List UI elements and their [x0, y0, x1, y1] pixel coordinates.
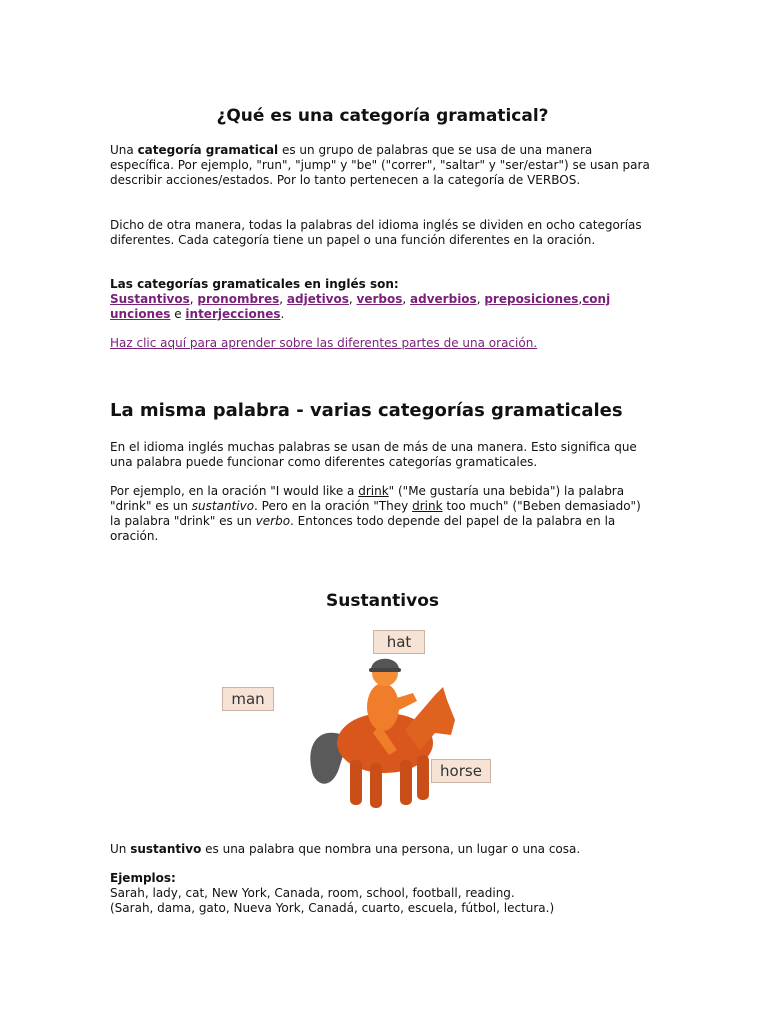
- text: En el idioma inglés muchas palabras se usan de más de una manera. Esto significa que una palabra puede funcionar como diferentes categorías gramaticales.: [110, 440, 637, 469]
- text: Dicho de otra manera, todas la palabras del idioma inglés se dividen en ocho categorías diferentes. Cada categoría tiene un papel o una función diferentes en la oración.: [110, 218, 642, 247]
- period: .: [280, 307, 285, 321]
- text: Una: [110, 143, 138, 157]
- separator: ,: [279, 292, 287, 306]
- categories-list: Las categorías gramaticales en inglés son: Sustantivos, pronombres, adjetivos, verbos, adverbios, preposiciones,conj unciones e interjecciones.: [110, 277, 611, 321]
- title-misma-palabra: La misma palabra - varias categorías gramaticales: [110, 400, 623, 421]
- paragraph-eight-categories: [110, 218, 655, 248]
- horse-leg: [370, 763, 382, 808]
- bold-term: sustantivo: [130, 842, 202, 856]
- text: es un grupo de palabras que se usa de una manera específica. Por ejemplo, "run", "jump" y "be" ("correr", "saltar" y "ser/estar") se usan para describir acciones/estados. Por lo tanto pertenecen a la categoría de VERBOS.: [110, 143, 650, 187]
- examples-spanish: (Sarah, dama, gato, Nueva York, Canadá, cuarto, escuela, fútbol, lectura.): [110, 901, 555, 915]
- examples-block: [110, 871, 655, 916]
- text: . Pero en la oración "They: [254, 499, 413, 513]
- underlined-word: drink: [358, 484, 389, 498]
- text: es una palabra que nombra una persona, un lugar o una cosa.: [201, 842, 581, 856]
- link-conjunciones[interactable]: conj unciones: [110, 292, 611, 321]
- horse-leg: [417, 755, 429, 800]
- horse-leg: [400, 760, 412, 805]
- hat-brim: [369, 668, 401, 672]
- label-horse: horse: [431, 759, 491, 783]
- text: too much" ("Beben demasiado") la palabra "drink" es un: [110, 499, 641, 528]
- link-sustantivos[interactable]: Sustantivos: [110, 292, 190, 306]
- figure-man-on-horse: [231, 625, 485, 820]
- text: " ("Me gustaría una bebida") la palabra "drink" es un: [110, 484, 625, 513]
- label-man: man: [222, 687, 274, 711]
- paragraph-drink-example: [110, 484, 655, 544]
- link-adjetivos[interactable]: adjetivos: [286, 292, 349, 306]
- examples-english: Sarah, lady, cat, New York, Canada, room, school, football, reading.: [110, 886, 515, 900]
- text: . Entonces todo depende del papel de la palabra en la oración.: [110, 514, 616, 543]
- separator: ,: [402, 292, 411, 306]
- link-verbos[interactable]: verbos: [356, 292, 403, 306]
- paragraph-definition: [110, 143, 655, 188]
- paragraph-sustantivo-def: [110, 842, 655, 857]
- man-on-horse-illustration: [285, 625, 485, 820]
- link-pronombres[interactable]: pronombres: [197, 292, 280, 306]
- underlined-word: drink: [412, 499, 443, 513]
- title-sustantivos: Sustantivos: [326, 591, 439, 611]
- separator: ,: [348, 292, 357, 306]
- link-parts-of-sentence[interactable]: Haz clic aquí para aprender sobre las diferentes partes de una oración.: [110, 336, 538, 350]
- paragraph-multiple-uses: [110, 440, 655, 470]
- examples-heading: Ejemplos:: [110, 871, 176, 885]
- parts-link-wrap: [110, 336, 655, 351]
- italic-word: sustantivo: [191, 499, 255, 513]
- title-categoria-gramatical: ¿Qué es una categoría gramatical?: [216, 106, 549, 126]
- link-adverbios[interactable]: adverbios: [410, 292, 477, 306]
- conjunction: e: [170, 307, 186, 321]
- separator: ,: [189, 292, 198, 306]
- link-interjecciones[interactable]: interjecciones: [185, 307, 281, 321]
- horse-leg: [350, 760, 362, 805]
- categories-heading: Las categorías gramaticales en inglés son:: [110, 277, 399, 291]
- text: Por ejemplo, en la oración "I would like a: [110, 484, 359, 498]
- bold-term: categoría gramatical: [137, 143, 279, 157]
- text: Un: [110, 842, 131, 856]
- link-preposiciones[interactable]: preposiciones: [484, 292, 579, 306]
- label-hat: hat: [373, 630, 425, 654]
- italic-word: verbo: [255, 514, 291, 528]
- separator: ,: [476, 292, 485, 306]
